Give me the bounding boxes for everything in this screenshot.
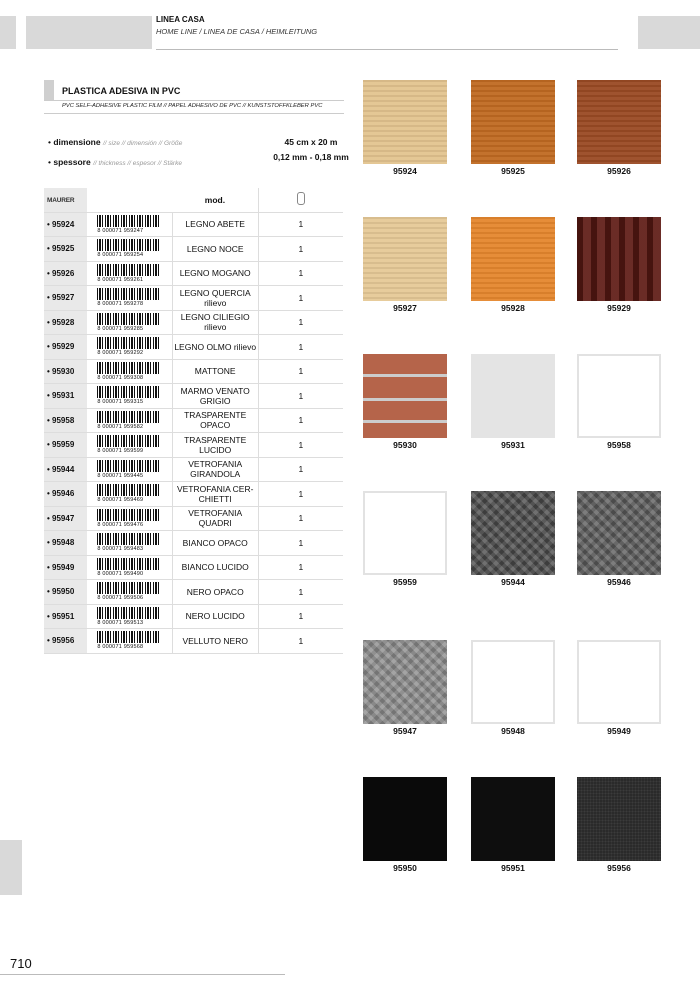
table-row — [44, 457, 343, 482]
barcode-bars — [97, 460, 159, 472]
product-quantity: 1 — [258, 286, 343, 311]
table-row — [44, 261, 343, 286]
barcode-bars — [97, 288, 159, 300]
catalog-section-title: LINEA CASA — [156, 15, 205, 24]
swatch-label: 95951 — [501, 863, 525, 873]
spec-dimension: • dimensione // size // dimensión // Größe — [48, 137, 183, 147]
barcode-bars — [97, 484, 159, 496]
barcode-number: 8 000071 959445 — [97, 472, 144, 479]
barcode — [87, 261, 172, 286]
product-code: • 95959 — [44, 433, 87, 458]
table-row — [44, 604, 343, 629]
barcode — [87, 604, 172, 629]
swatch-label: 95930 — [393, 440, 417, 450]
table-row — [44, 506, 343, 531]
barcode-bars — [97, 533, 159, 545]
barcode-bars — [97, 509, 159, 521]
catalog-section-subtitle: HOME LINE / LINEA DE CASA / HEIMLEITUNG — [156, 27, 318, 36]
swatch-label: 95958 — [607, 440, 631, 450]
barcode — [87, 531, 172, 556]
table-row — [44, 286, 343, 311]
swatch-95946 — [577, 491, 661, 575]
barcode — [87, 629, 172, 654]
product-code: • 95930 — [44, 359, 87, 384]
product-description: VELLUTO NERO — [172, 629, 258, 654]
header-tab-left — [0, 16, 16, 49]
product-description: MARMO VENATO GRIGIO — [172, 384, 258, 409]
swatch-label: 95927 — [393, 303, 417, 313]
barcode — [87, 212, 172, 237]
swatch-label: 95931 — [501, 440, 525, 450]
product-quantity: 1 — [258, 629, 343, 654]
table-row — [44, 212, 343, 237]
barcode — [87, 310, 172, 335]
product-code: • 95926 — [44, 261, 87, 286]
product-quantity: 1 — [258, 531, 343, 556]
barcode — [87, 384, 172, 409]
table-row — [44, 384, 343, 409]
barcode-bars — [97, 386, 159, 398]
barcode-number: 8 000071 959278 — [97, 301, 144, 308]
barcode-bars — [97, 264, 159, 276]
barcode-number: 8 000071 959315 — [97, 399, 144, 406]
product-quantity: 1 — [258, 580, 343, 605]
swatch-95929 — [577, 217, 661, 301]
table-row — [44, 408, 343, 433]
barcode-bars — [97, 337, 159, 349]
swatch-label: 95959 — [393, 577, 417, 587]
table-row — [44, 237, 343, 262]
product-quantity: 1 — [258, 433, 343, 458]
barcode-number: 8 000071 959568 — [97, 644, 144, 651]
heading-divider — [44, 100, 344, 101]
barcode-number: 8 000071 959490 — [97, 570, 144, 577]
barcode-bars — [97, 558, 159, 570]
product-code: • 95931 — [44, 384, 87, 409]
product-description: LEGNO NOCE — [172, 237, 258, 262]
table-row — [44, 310, 343, 335]
product-code: • 95956 — [44, 629, 87, 654]
product-quantity: 1 — [258, 384, 343, 409]
barcode-number: 8 000071 959513 — [97, 619, 144, 626]
swatch-95947 — [363, 640, 447, 724]
swatch-95950 — [363, 777, 447, 861]
header-tab-mid — [26, 16, 152, 49]
quantity-header — [258, 188, 343, 212]
product-quantity: 1 — [258, 408, 343, 433]
product-code: • 95948 — [44, 531, 87, 556]
product-quantity: 1 — [258, 604, 343, 629]
product-code: • 95928 — [44, 310, 87, 335]
heading-divider-bottom — [44, 113, 344, 114]
barcode-bars — [97, 631, 159, 643]
swatch-95930 — [363, 354, 447, 438]
barcode — [87, 237, 172, 262]
spec-dimension-value: 45 cm x 20 m — [284, 137, 338, 147]
swatch-95944 — [471, 491, 555, 575]
product-quantity: 1 — [258, 506, 343, 531]
footer-divider — [0, 974, 285, 975]
swatch-95925 — [471, 80, 555, 164]
barcode-header — [87, 188, 172, 212]
product-description: TRASPARENTE LUCIDO — [172, 433, 258, 458]
barcode-number: 8 000071 959582 — [97, 423, 144, 430]
barcode-bars — [97, 435, 159, 447]
barcode-number: 8 000071 959469 — [97, 497, 144, 504]
barcode-bars — [97, 215, 159, 227]
table-header-row — [44, 188, 343, 212]
spec-thickness-translations: // thickness // espesor // Stärke — [93, 160, 182, 167]
barcode — [87, 286, 172, 311]
product-code: • 95949 — [44, 555, 87, 580]
barcode — [87, 335, 172, 360]
spec-thickness: • spessore // thickness // espesor // Stärke — [48, 157, 182, 167]
product-code: • 95944 — [44, 457, 87, 482]
product-description: LEGNO CILIEGIO rilievo — [172, 310, 258, 335]
swatch-label: 95948 — [501, 726, 525, 736]
swatch-95931 — [471, 354, 555, 438]
barcode-number: 8 000071 959599 — [97, 448, 144, 455]
swatch-label: 95950 — [393, 863, 417, 873]
barcode — [87, 506, 172, 531]
product-quantity: 1 — [258, 457, 343, 482]
barcode-number: 8 000071 959285 — [97, 325, 144, 332]
barcode-bars — [97, 313, 159, 325]
product-description: LEGNO MOGANO — [172, 261, 258, 286]
product-description: VETROFANIA CER-CHIETTI — [172, 482, 258, 507]
table-row — [44, 580, 343, 605]
product-code: • 95929 — [44, 335, 87, 360]
swatch-95951 — [471, 777, 555, 861]
product-code: • 95946 — [44, 482, 87, 507]
table-row — [44, 629, 343, 654]
product-quantity: 1 — [258, 482, 343, 507]
product-quantity: 1 — [258, 310, 343, 335]
heading-marker — [44, 80, 54, 100]
side-tab — [0, 840, 22, 895]
swatch-label: 95956 — [607, 863, 631, 873]
product-code: • 95947 — [44, 506, 87, 531]
barcode — [87, 408, 172, 433]
barcode — [87, 457, 172, 482]
product-description: LEGNO ABETE — [172, 212, 258, 237]
product-description: LEGNO QUERCIA rilievo — [172, 286, 258, 311]
swatch-label: 95928 — [501, 303, 525, 313]
product-code: • 95958 — [44, 408, 87, 433]
brand-name: MAURER — [47, 197, 75, 205]
barcode-bars — [97, 239, 159, 251]
barcode-bars — [97, 582, 159, 594]
spec-dimension-translations: // size // dimensión // Größe — [102, 140, 183, 147]
swatch-95958 — [577, 354, 661, 438]
product-quantity: 1 — [258, 335, 343, 360]
spec-thickness-value: 0,12 mm - 0,18 mm — [273, 152, 349, 162]
barcode-number: 8 000071 959261 — [97, 276, 144, 283]
spec-dimension-label: dimensione — [53, 137, 101, 147]
product-description: BIANCO LUCIDO — [172, 555, 258, 580]
product-description: NERO LUCIDO — [172, 604, 258, 629]
swatch-label: 95946 — [607, 577, 631, 587]
table-row — [44, 482, 343, 507]
swatch-label: 95944 — [501, 577, 525, 587]
product-quantity: 1 — [258, 237, 343, 262]
swatch-95928 — [471, 217, 555, 301]
product-code: • 95927 — [44, 286, 87, 311]
product-quantity: 1 — [258, 359, 343, 384]
product-code: • 95925 — [44, 237, 87, 262]
table-row — [44, 555, 343, 580]
product-description: MATTONE — [172, 359, 258, 384]
barcode-number: 8 000071 959308 — [97, 374, 144, 381]
table-row — [44, 531, 343, 556]
table-row — [44, 359, 343, 384]
brand-logo — [44, 188, 87, 212]
barcode-bars — [97, 411, 159, 423]
product-description: VETROFANIA QUADRI — [172, 506, 258, 531]
swatch-95948 — [471, 640, 555, 724]
barcode-number: 8 000071 959483 — [97, 546, 144, 553]
header-divider — [156, 49, 618, 50]
barcode — [87, 482, 172, 507]
product-code: • 95951 — [44, 604, 87, 629]
barcode-bars — [97, 362, 159, 374]
table-row — [44, 433, 343, 458]
swatch-label: 95925 — [501, 166, 525, 176]
swatch-label: 95926 — [607, 166, 631, 176]
product-title: PLASTICA ADESIVA IN PVC — [62, 86, 181, 96]
product-description: LEGNO OLMO rilievo — [172, 335, 258, 360]
swatch-label: 95924 — [393, 166, 417, 176]
product-description: TRASPARENTE OPACO — [172, 408, 258, 433]
swatch-label: 95949 — [607, 726, 631, 736]
barcode — [87, 359, 172, 384]
swatch-label: 95947 — [393, 726, 417, 736]
swatch-95927 — [363, 217, 447, 301]
table-row — [44, 335, 343, 360]
product-code: • 95924 — [44, 212, 87, 237]
barcode — [87, 555, 172, 580]
barcode-bars — [97, 607, 159, 619]
spec-thickness-label: spessore — [53, 157, 91, 167]
barcode — [87, 433, 172, 458]
barcode-number: 8 000071 959476 — [97, 521, 144, 528]
page-number: 710 — [10, 956, 32, 971]
package-icon — [297, 192, 305, 205]
product-quantity: 1 — [258, 212, 343, 237]
barcode — [87, 580, 172, 605]
swatch-95926 — [577, 80, 661, 164]
product-description: NERO OPACO — [172, 580, 258, 605]
swatch-95924 — [363, 80, 447, 164]
product-quantity: 1 — [258, 261, 343, 286]
barcode-number: 8 000071 959254 — [97, 252, 144, 259]
barcode-number: 8 000071 959506 — [97, 595, 144, 602]
swatch-label: 95929 — [607, 303, 631, 313]
product-description: BIANCO OPACO — [172, 531, 258, 556]
swatch-95959 — [363, 491, 447, 575]
barcode-number: 8 000071 959292 — [97, 350, 144, 357]
product-quantity: 1 — [258, 555, 343, 580]
swatch-95956 — [577, 777, 661, 861]
product-subtitle: PVC SELF-ADHESIVE PLASTIC FILM // PAPEL ADHESIVO DE PVC // KUNSTSTOFFKLEBER PVC — [62, 103, 323, 109]
product-table — [44, 188, 343, 654]
barcode-number: 8 000071 959247 — [97, 227, 144, 234]
swatch-95949 — [577, 640, 661, 724]
product-description: VETROFANIA GIRANDOLA — [172, 457, 258, 482]
header-tab-right — [638, 16, 700, 49]
product-code: • 95950 — [44, 580, 87, 605]
mod-header: mod. — [172, 188, 258, 212]
